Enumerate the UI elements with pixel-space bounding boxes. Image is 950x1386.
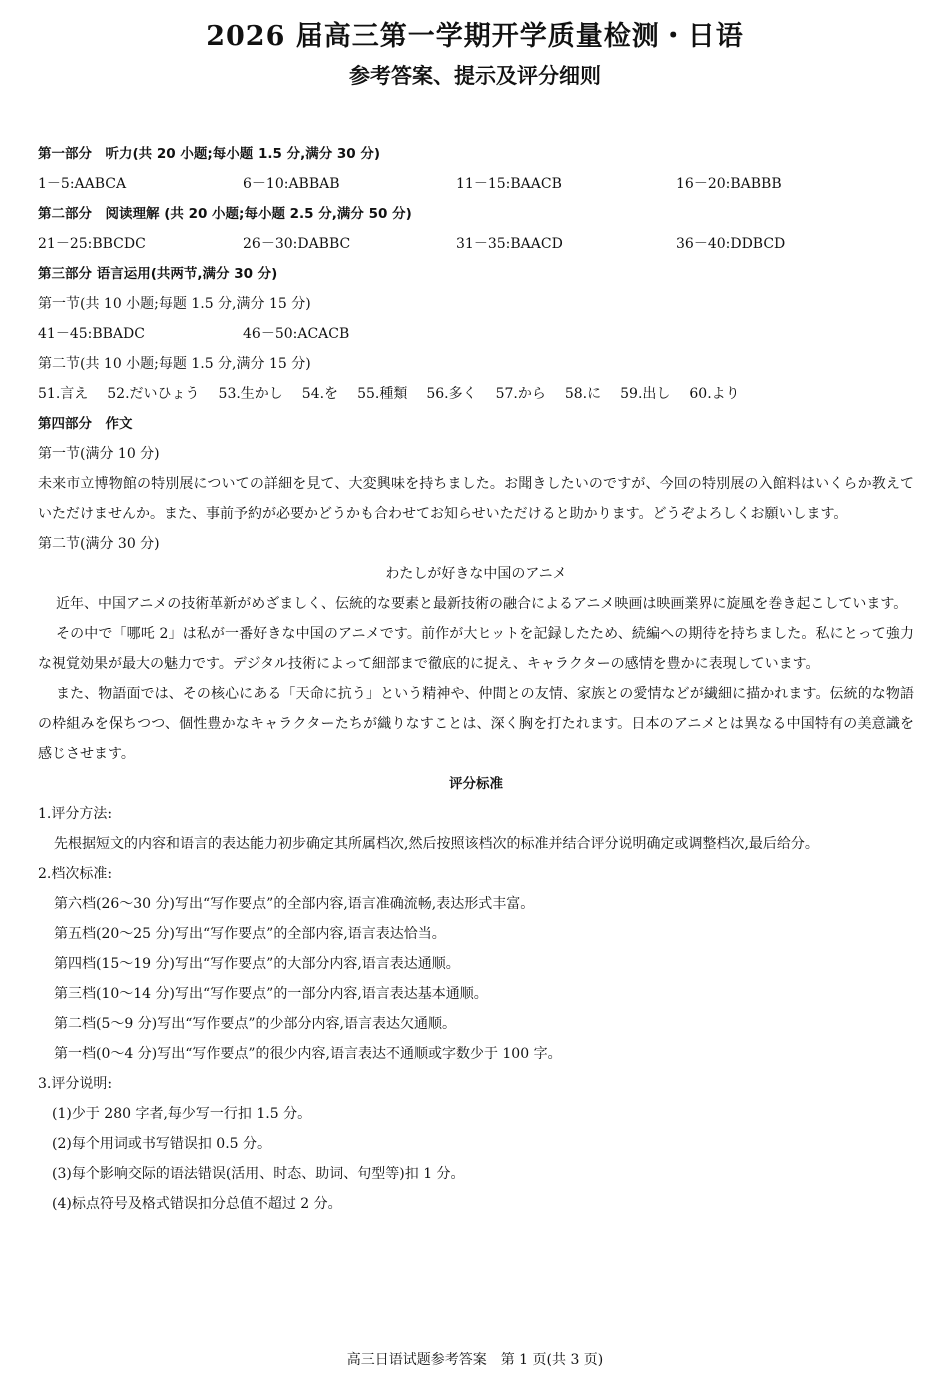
page-footer: 高三日语试题参考答案 第 1 页(共 3 页)	[346, 1352, 604, 1368]
answer-group: 46－50:ACACB	[243, 326, 350, 342]
criteria-method-text: 先根据短文的内容和语言的表达能力初步确定其所属档次,然后按照该档次的标准并结合评分说明确定或调整档次,最后给分。	[54, 836, 819, 852]
part3-section1-heading: 第一节(共 10 小题;每题 1.5 分,满分 15 分)	[38, 296, 311, 312]
part4-section1-heading: 第一节(满分 10 分)	[38, 446, 160, 462]
fill-answer: 58.に	[564, 386, 602, 402]
part2-answers	[38, 229, 914, 259]
criteria-level: 第二档(5～9 分)写出“写作要点”的少部分内容,语言表达欠通顺。	[54, 1016, 456, 1032]
answer-group: 11－15:BAACB	[456, 176, 562, 192]
fill-answer: 54.を	[301, 386, 339, 402]
criteria-note: (1)少于 280 字者,每少写一行扣 1.5 分。	[52, 1106, 312, 1122]
sample-answer-1: 未来市立博物館の特別展についての詳細を見て、大変興味を持ちました。お聞きしたいのですが、今回の特別展の入館料はいくらか教えていただけませんか。また、事前予約が必要かどうかも合わせてお知らせいただけると助かります。どうぞよろしくお願いします。	[38, 476, 914, 522]
essay-title: わたしが好きな中国のアニメ	[385, 566, 567, 582]
part2-heading: 第二部分 阅读理解 (共 20 小题;每小题 2.5 分,满分 50 分)	[38, 206, 412, 222]
answer-group: 6－10:ABBAB	[243, 176, 340, 192]
fill-answer: 60.より	[689, 386, 740, 402]
criteria-heading: 评分标准	[449, 776, 503, 792]
answer-group: 21－25:BBCDC	[38, 236, 146, 252]
page-subtitle: 参考答案、提示及评分细则	[349, 64, 601, 88]
answer-group: 16－20:BABBB	[676, 176, 782, 192]
part4-section2-heading: 第二节(满分 30 分)	[38, 536, 160, 552]
criteria-notes-label: 3.评分说明:	[38, 1076, 113, 1092]
fill-answer: 53.生かし	[218, 386, 283, 402]
fill-answer: 55.種類	[357, 386, 408, 402]
part1-heading: 第一部分 听力(共 20 小题;每小题 1.5 分,满分 30 分)	[38, 146, 381, 162]
criteria-note: (2)每个用词或书写错误扣 0.5 分。	[52, 1136, 271, 1152]
answer-group: 36－40:DDBCD	[676, 236, 786, 252]
part3-section2-heading: 第二节(共 10 小题;每题 1.5 分,满分 15 分)	[38, 356, 311, 372]
answer-group: 26－30:DABBC	[243, 236, 351, 252]
document-body	[38, 139, 914, 1219]
answer-group: 41－45:BBADC	[38, 326, 145, 342]
essay-paragraph: その中で「哪吒 2」は私が一番好きな中国のアニメです。前作が大ヒットを記録したため、続編への期待を持ちました。私にとって強力な視覚効果が最大の魅力です。デジタル技術によって細部まで徹底的に捉え、キャラクターの感情を豊かに表現しています。	[38, 626, 914, 672]
criteria-level: 第四档(15～19 分)写出“写作要点”的大部分内容,语言表达通顺。	[54, 956, 460, 972]
criteria-levels-label: 2.档次标准:	[38, 866, 113, 882]
part4-heading: 第四部分 作文	[38, 416, 133, 432]
fill-answer: 51.言え	[38, 386, 89, 402]
page-title: 2026 届高三第一学期开学质量检测・日语	[206, 21, 744, 52]
answer-group: 31－35:BAACD	[456, 236, 563, 252]
fill-in-answers	[38, 379, 914, 409]
criteria-method-label: 1.评分方法:	[38, 806, 113, 822]
essay-paragraph: また、物語面では、その核心にある「天命に抗う」という精神や、仲間との友情、家族との愛情などが繊細に描かれます。伝統的な物語の枠組みを保ちつつ、個性豊かなキャラクターたちが織りなすことは、深く胸を打たれます。日本のアニメとは異なる中国特有の美意識を感じさせます。	[38, 686, 914, 762]
criteria-note: (4)标点符号及格式错误扣分总值不超过 2 分。	[52, 1196, 342, 1212]
fill-answer: 57.から	[495, 386, 546, 402]
criteria-level: 第一档(0～4 分)写出“写作要点”的很少内容,语言表达不通顺或字数少于 100 字。	[54, 1046, 562, 1062]
criteria-level: 第三档(10～14 分)写出“写作要点”的一部分内容,语言表达基本通顺。	[54, 986, 488, 1002]
answer-group: 1－5:AABCA	[38, 176, 127, 192]
part3-heading: 第三部分 语言运用(共两节,满分 30 分)	[38, 266, 278, 282]
criteria-note: (3)每个影响交际的语法错误(活用、时态、助词、句型等)扣 1 分。	[52, 1166, 465, 1182]
part1-answers	[38, 169, 914, 199]
part3-answers	[38, 319, 914, 349]
criteria-level: 第六档(26～30 分)写出“写作要点”的全部内容,语言准确流畅,表达形式丰富。	[54, 896, 535, 912]
fill-answer: 56.多く	[426, 386, 477, 402]
fill-answer: 59.出し	[620, 386, 671, 402]
essay-paragraph: 近年、中国アニメの技術革新がめざましく、伝統的な要素と最新技術の融合によるアニメ映画は映画業界に旋風を巻き起こしています。	[56, 596, 908, 612]
criteria-level: 第五档(20～25 分)写出“写作要点”的全部内容,语言表达恰当。	[54, 926, 446, 942]
fill-answer: 52.だいひょう	[107, 386, 200, 402]
